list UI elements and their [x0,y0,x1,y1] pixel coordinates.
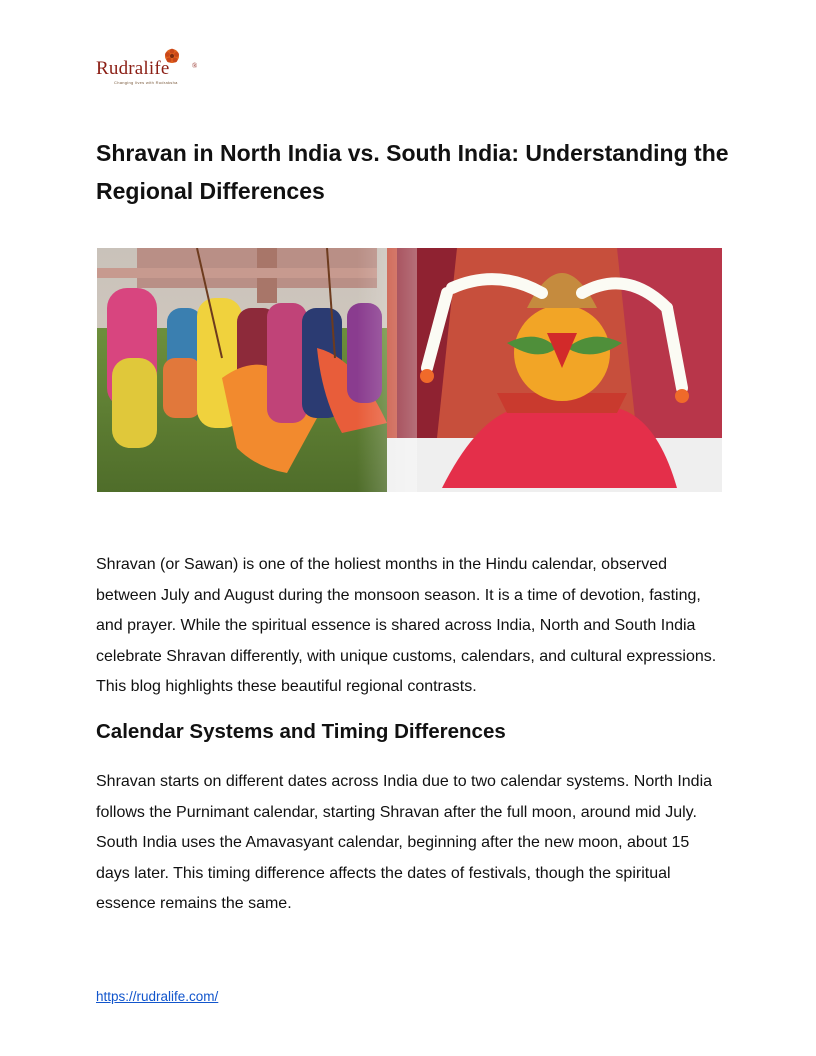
south-india-kalash-scene [387,248,722,492]
brand-name: Rudralife [96,58,170,79]
rudralife-logo[interactable] [96,48,206,88]
calendar-paragraph: Shravan starts on different dates across India due to two calendar systems. North India follows the Purnimant calendar, starting Shravan after the full moon, around mid July. South India uses the Amavasyant calendar, beginning after the new moon, about 15 days later. This timing difference affects the dates of festivals, though the spiritual essence remains the same. [96,773,713,912]
page-title: Shravan in North India vs. South India: Understanding the Regional Differences [96,140,729,204]
registered-mark: ® [192,62,198,70]
section-heading: Calendar Systems and Timing Differences [96,720,506,743]
intro-paragraph: Shravan (or Sawan) is one of the holiest months in the Hindu calendar, observed between July and August during the monsoon season. It is a time of devotion, fasting, and prayer. While the spiritual essence is shared across India, North and South India celebrate Shravan differently, with unique customs, calendars, and cultural expressions. This blog highlights these beautiful regional contrasts. [96,556,717,695]
footer-website-link[interactable]: https://rudralife.com/ [96,989,219,1004]
hero-image [97,248,722,492]
brand-tagline: Changing lives with Rudraksha [114,80,178,85]
